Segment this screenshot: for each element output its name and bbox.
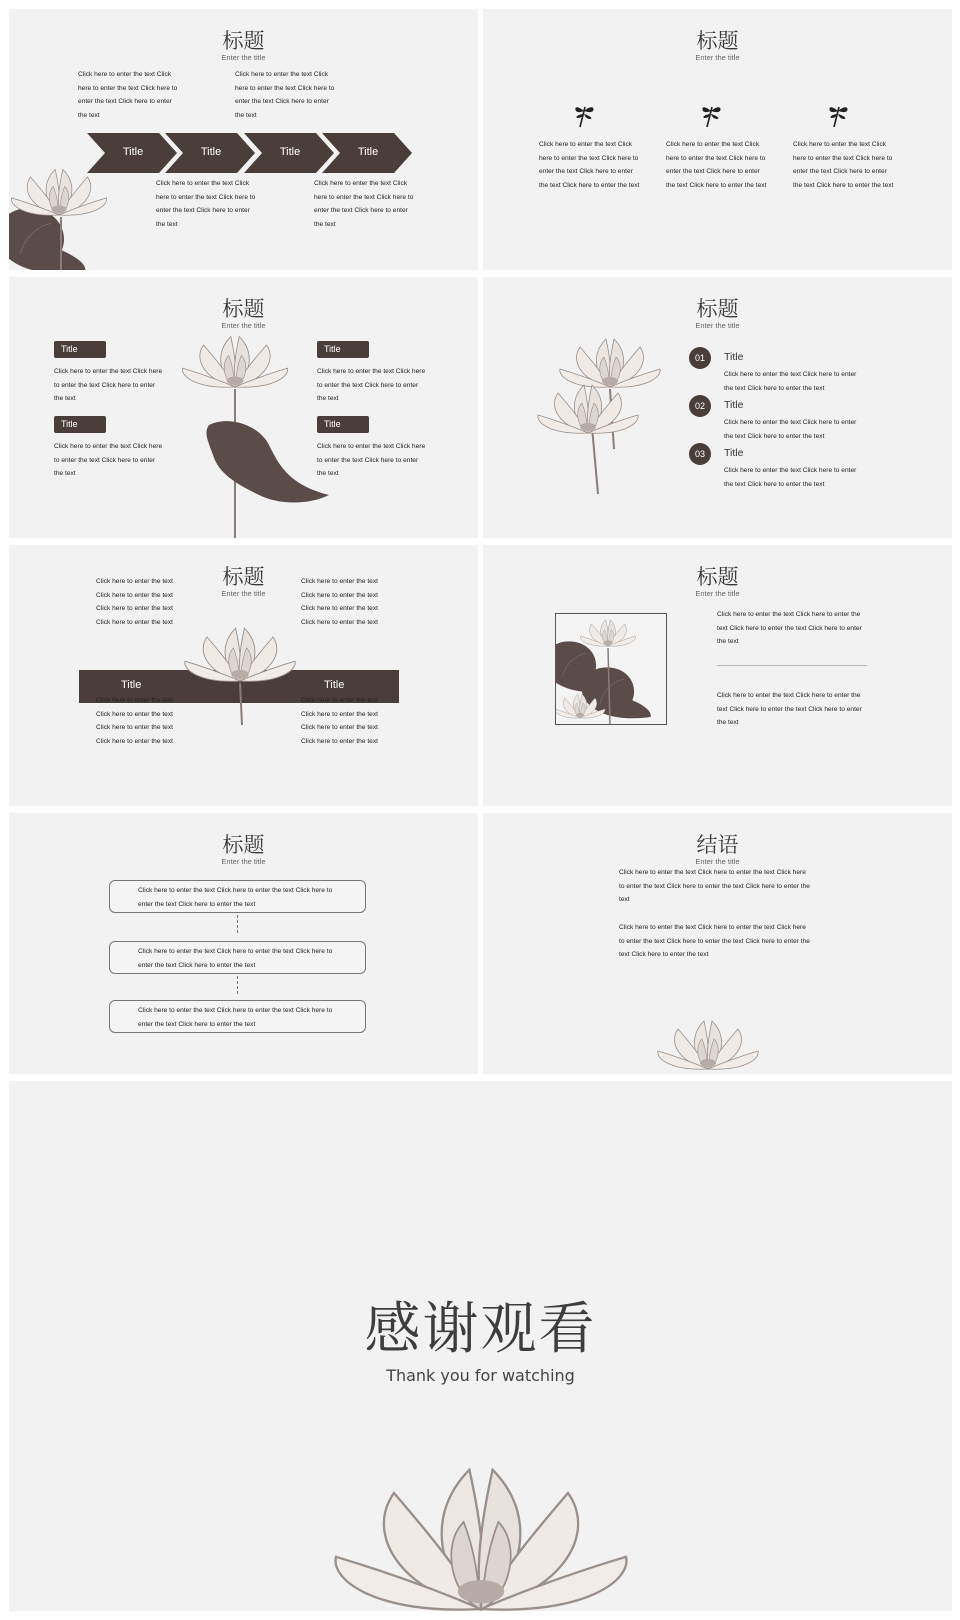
item-title[interactable]: Title	[724, 447, 744, 459]
arrow-label: Title	[279, 146, 301, 158]
slide-header	[483, 565, 952, 599]
slide-title: 标题	[222, 833, 265, 857]
number-badge: 02	[689, 395, 711, 417]
text-block[interactable]: Click here to enter the text Click here to enter the text Click here to enter the text Click here to enter the text Click here to enter the text Click here to enter the text	[619, 924, 810, 959]
slide-title: 标题	[222, 29, 265, 53]
dragonfly-icon	[827, 103, 851, 129]
lotus-flower-icon	[9, 159, 119, 270]
slide-band-layout	[9, 545, 478, 806]
slide-conclusion	[483, 813, 952, 1074]
text-block[interactable]: Click here to enter the text Click here to enter the text Click here to enter the text Click here to enter the text	[138, 1007, 333, 1028]
text-block[interactable]: Click here to enter the text Click here to enter the text Click here to enter the text Click here to enter the text	[138, 887, 333, 908]
point-tag[interactable]: Title	[54, 341, 106, 358]
flow-connector	[237, 976, 238, 994]
text-block[interactable]: Click here to enter the text Click here to enter the text Click here to enter the text Click here to enter the text	[717, 611, 862, 646]
arrow-label: Title	[357, 146, 379, 158]
thank-you-title: 感谢观看	[364, 1297, 597, 1362]
point-tag[interactable]: Title	[317, 416, 369, 433]
dragonfly-icon	[573, 103, 597, 129]
text-block[interactable]: Click here to enter the text Click here to enter the text Click here to enter the text Click here to enter the text	[301, 578, 378, 626]
item-title[interactable]: Title	[724, 351, 744, 363]
slide-header	[9, 565, 478, 599]
slide-title: 结语	[696, 833, 739, 857]
point-tag[interactable]: Title	[54, 416, 106, 433]
text-block[interactable]: Click here to enter the text Click here to enter the text Click here to enter the text Click here to enter the text Click here to enter the text	[539, 141, 640, 189]
text-block[interactable]: Click here to enter the text Click here to enter the text Click here to enter the text Click here to enter the text Click here to enter the text	[619, 869, 810, 904]
lotus-flower-icon	[518, 329, 668, 499]
flow-box[interactable]	[109, 941, 366, 974]
text-block[interactable]: Click here to enter the text Click here to enter the text Click here to enter the text Click here to enter the text	[138, 948, 333, 969]
band-left-label[interactable]: Title	[121, 679, 142, 691]
text-block[interactable]: Click here to enter the text Click here to enter the text Click here to enter the text	[724, 419, 857, 440]
item-title[interactable]: Title	[724, 399, 744, 411]
text-block[interactable]: Click here to enter the text Click here to enter the text Click here to enter the text Click here to enter the text	[235, 71, 335, 119]
slide-title: 标题	[696, 565, 739, 589]
slide-header	[483, 833, 952, 867]
slide-subtitle: Enter the title	[221, 53, 266, 62]
band-right-label[interactable]: Title	[324, 679, 345, 691]
text-block[interactable]: Click here to enter the text Click here to enter the text Click here to enter the text	[54, 368, 163, 403]
text-block[interactable]: Click here to enter the text Click here to enter the text Click here to enter the text Click here to enter the text	[96, 697, 173, 745]
slide-subtitle: Enter the title	[221, 321, 266, 330]
slide-process-arrows	[9, 9, 478, 270]
text-block[interactable]: Click here to enter the text Click here to enter the text Click here to enter the text	[724, 467, 857, 488]
slide-header	[9, 833, 478, 867]
text-block[interactable]: Click here to enter the text Click here to enter the text Click here to enter the text Click here to enter the text	[314, 180, 414, 228]
slide-flow-boxes	[9, 813, 478, 1074]
slide-header	[9, 29, 478, 63]
slide-title: 标题	[222, 297, 265, 321]
slide-subtitle: Enter the title	[695, 589, 740, 598]
slide-header	[483, 29, 952, 63]
text-block[interactable]: Click here to enter the text Click here to enter the text Click here to enter the text	[724, 371, 857, 392]
lotus-flower-icon	[648, 1003, 768, 1074]
slide-image-text	[483, 545, 952, 806]
text-block[interactable]: Click here to enter the text Click here to enter the text Click here to enter the text Click here to enter the text	[78, 71, 178, 119]
lotus-flower-icon	[174, 607, 304, 727]
text-block[interactable]: Click here to enter the text Click here to enter the text Click here to enter the text Click here to enter the text Click here to enter the text	[666, 141, 767, 189]
text-block[interactable]: Click here to enter the text Click here to enter the text Click here to enter the text Click here to enter the text	[717, 692, 862, 727]
flow-box[interactable]	[109, 1000, 366, 1033]
slide-title: 标题	[222, 565, 265, 589]
arrow-label: Title	[122, 146, 144, 158]
dragonfly-icon	[700, 103, 724, 129]
number-badge: 01	[689, 347, 711, 369]
slide-title: 标题	[696, 29, 739, 53]
framed-lotus-image	[555, 613, 667, 725]
slide-subtitle: Enter the title	[695, 857, 740, 866]
slide-subtitle: Enter the title	[221, 589, 266, 598]
slide-subtitle: Enter the title	[221, 857, 266, 866]
slide-header	[483, 297, 952, 331]
text-block[interactable]: Click here to enter the text Click here to enter the text Click here to enter the text	[317, 443, 426, 478]
slide-four-points	[9, 277, 478, 538]
text-block[interactable]: Click here to enter the text Click here to enter the text Click here to enter the text Click here to enter the text Click here to enter the text	[793, 141, 894, 189]
text-block[interactable]: Click here to enter the text Click here to enter the text Click here to enter the text Click here to enter the text	[96, 578, 173, 626]
lotus-flower-icon	[331, 1421, 631, 1611]
text-block[interactable]: Click here to enter the text Click here to enter the text Click here to enter the text Click here to enter the text	[301, 697, 378, 745]
flow-box[interactable]	[109, 880, 366, 913]
thank-you-subtitle: Thank you for watching	[386, 1366, 575, 1385]
process-arrow[interactable]	[322, 133, 414, 173]
flow-connector	[237, 915, 238, 933]
slide-subtitle: Enter the title	[695, 321, 740, 330]
text-block[interactable]: Click here to enter the text Click here to enter the text Click here to enter the text	[54, 443, 163, 478]
slide-thank-you	[9, 1081, 952, 1611]
text-block[interactable]: Click here to enter the text Click here to enter the text Click here to enter the text Click here to enter the text	[156, 180, 256, 228]
slide-subtitle: Enter the title	[695, 53, 740, 62]
lotus-flower-icon	[169, 325, 339, 538]
arrow-label: Title	[200, 146, 222, 158]
point-tag[interactable]: Title	[317, 341, 369, 358]
text-block[interactable]: Click here to enter the text Click here to enter the text Click here to enter the text	[317, 368, 426, 403]
slide-title: 标题	[696, 297, 739, 321]
number-badge: 03	[689, 443, 711, 465]
divider	[717, 665, 867, 666]
slide-numbered-list	[483, 277, 952, 538]
lotus-flower-icon	[556, 614, 667, 725]
slide-three-columns	[483, 9, 952, 270]
